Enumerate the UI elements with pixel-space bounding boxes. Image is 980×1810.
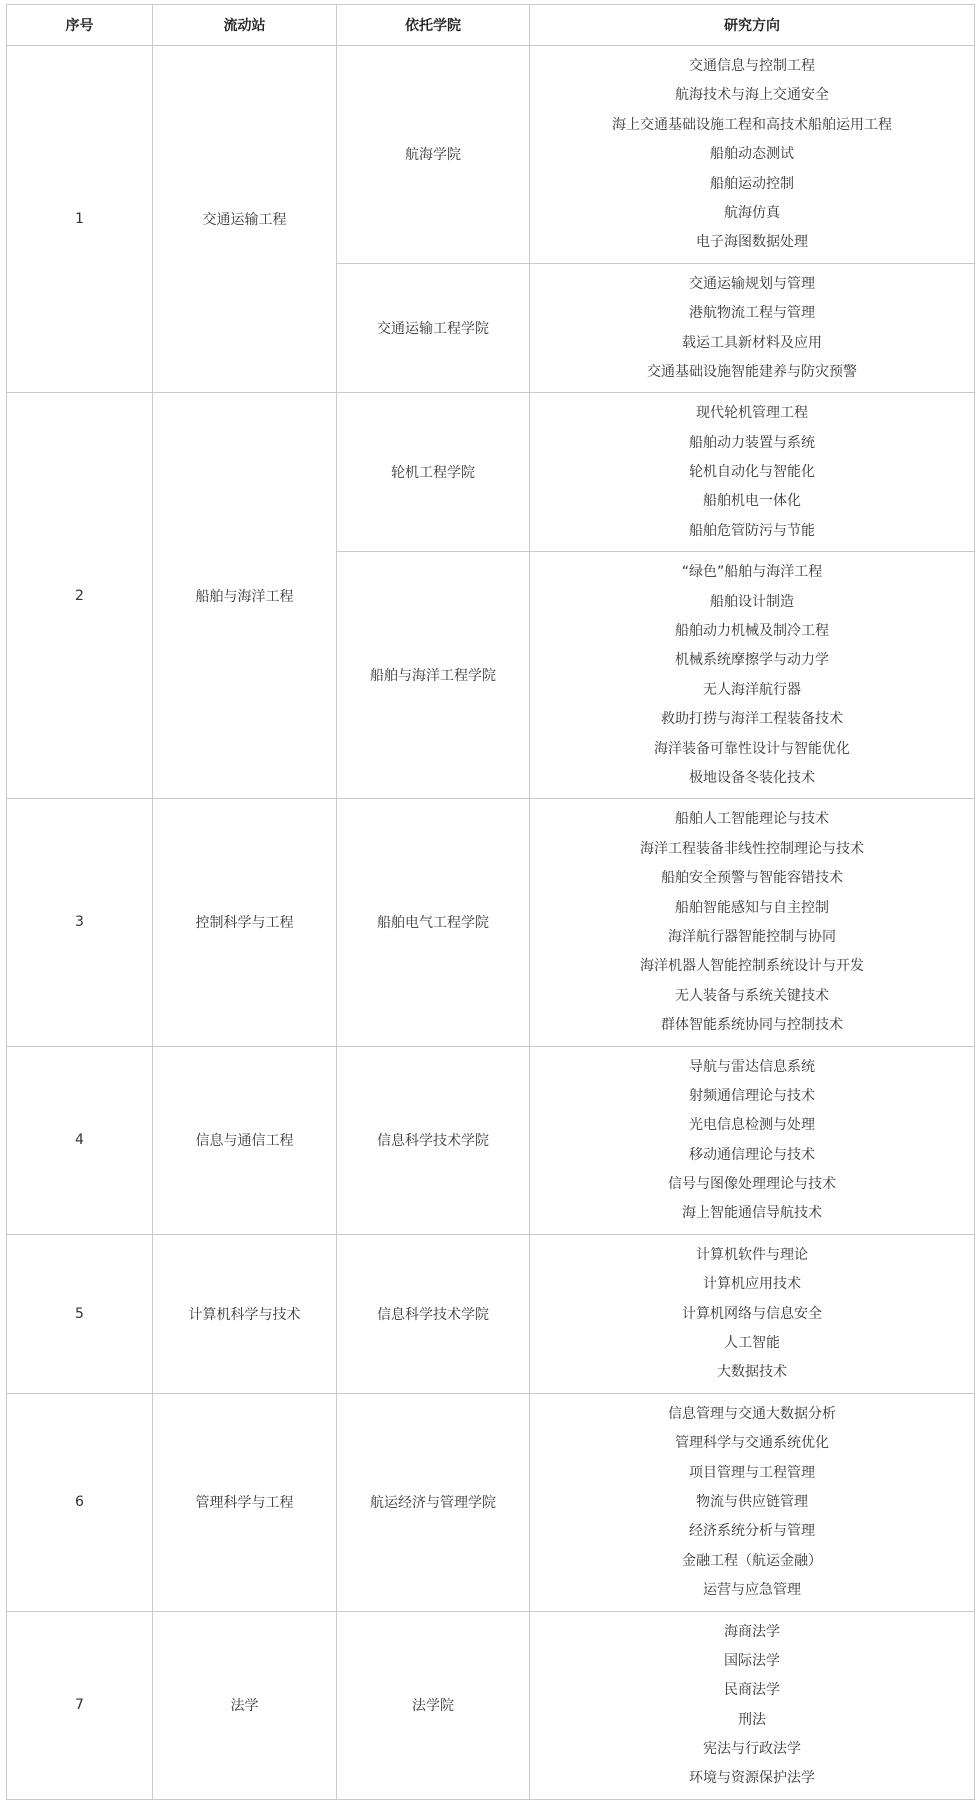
research-direction-item: 船舶动力机械及制冷工程 (675, 623, 829, 640)
college-name-cell: 航运经济与管理学院 (337, 1393, 530, 1611)
college-name-cell: 交通运输工程学院 (337, 263, 530, 393)
research-direction-item: 海洋装备可靠性设计与智能优化 (654, 740, 850, 757)
research-direction-item: 航海技术与海上交通安全 (675, 87, 829, 104)
research-direction-item: 群体智能系统协同与控制技术 (661, 1017, 843, 1034)
table-row (7, 393, 975, 552)
research-direction-item: 民商法学 (724, 1682, 780, 1699)
research-direction-item: 船舶人工智能理论与技术 (675, 811, 829, 828)
research-direction-item: 经济系统分析与管理 (689, 1523, 815, 1540)
research-direction-item: 救助打捞与海洋工程装备技术 (661, 711, 843, 728)
station-name-cell: 控制科学与工程 (153, 799, 337, 1046)
research-direction-item: 极地设备冬装化技术 (689, 769, 815, 786)
research-direction-item: 交通运输规划与管理 (689, 275, 815, 292)
research-direction-item: 刑法 (738, 1711, 766, 1728)
research-direction-item: 无人装备与系统关键技术 (675, 987, 829, 1004)
table-header (7, 5, 975, 46)
serial-number-cell: 5 (7, 1234, 153, 1393)
research-direction-item: 海洋工程装备非线性控制理论与技术 (640, 840, 864, 857)
table-row (7, 1234, 975, 1393)
research-direction-item: 交通信息与控制工程 (689, 58, 815, 74)
college-name-cell: 船舶电气工程学院 (337, 799, 530, 1046)
header-research-direction: 研究方向 (530, 5, 975, 46)
research-directions-cell (530, 46, 975, 264)
research-direction-item: 海商法学 (724, 1623, 780, 1640)
research-direction-item: 电子海图数据处理 (696, 234, 808, 251)
serial-number-cell: 7 (7, 1611, 153, 1799)
research-direction-item: 人工智能 (724, 1335, 780, 1352)
station-name-cell: 法学 (153, 1611, 337, 1799)
serial-number-cell: 3 (7, 799, 153, 1046)
research-directions-cell (530, 393, 975, 552)
postdoc-stations-table (6, 4, 975, 1800)
header-college: 依托学院 (337, 5, 530, 46)
research-direction-item: 信息管理与交通大数据分析 (668, 1405, 836, 1422)
research-direction-item: 射频通信理论与技术 (689, 1087, 815, 1104)
research-direction-item: 计算机网络与信息安全 (682, 1305, 822, 1322)
table-row (7, 1611, 975, 1799)
research-direction-item: 金融工程（航运金融） (682, 1552, 822, 1569)
college-name-cell: 航海学院 (337, 46, 530, 264)
research-direction-item: 光电信息检测与处理 (689, 1117, 815, 1134)
research-directions-cell (530, 1393, 975, 1611)
research-direction-item: 交通基础设施智能建养与防灾预警 (647, 363, 857, 380)
college-name-cell: 法学院 (337, 1611, 530, 1799)
station-name-cell: 管理科学与工程 (153, 1393, 337, 1611)
research-directions-cell (530, 1611, 975, 1799)
college-name-cell: 信息科学技术学院 (337, 1234, 530, 1393)
station-name-cell: 交通运输工程 (153, 46, 337, 393)
research-direction-item: 信号与图像处理理论与技术 (668, 1176, 836, 1193)
research-directions-cell (530, 263, 975, 393)
research-direction-item: 海上智能通信导航技术 (682, 1205, 822, 1222)
research-direction-item: 现代轮机管理工程 (696, 405, 808, 422)
research-direction-item: 大数据技术 (717, 1364, 787, 1381)
research-direction-item: 物流与供应链管理 (696, 1493, 808, 1510)
station-name-cell: 信息与通信工程 (153, 1046, 337, 1234)
research-direction-item: 船舶动态测试 (710, 146, 794, 163)
research-direction-item: 海洋航行器智能控制与协同 (668, 928, 836, 945)
research-direction-item: 航海仿真 (724, 204, 780, 221)
college-name-cell: 信息科学技术学院 (337, 1046, 530, 1234)
serial-number-cell: 2 (7, 393, 153, 799)
station-name-cell: 计算机科学与技术 (153, 1234, 337, 1393)
header-serial-number: 序号 (7, 5, 153, 46)
table-row (7, 799, 975, 1046)
header-station: 流动站 (153, 5, 337, 46)
research-direction-item: 海上交通基础设施工程和高技术船舶运用工程 (612, 116, 892, 133)
research-direction-item: 船舶机电一体化 (703, 493, 801, 510)
research-direction-item: 宪法与行政法学 (703, 1741, 801, 1758)
table-row (7, 1393, 975, 1611)
research-direction-item: 载运工具新材料及应用 (682, 334, 822, 351)
college-name-cell: 轮机工程学院 (337, 393, 530, 552)
research-direction-item: 无人海洋航行器 (703, 681, 801, 698)
research-direction-item: 机械系统摩擦学与动力学 (675, 652, 829, 669)
research-direction-item: 导航与雷达信息系统 (689, 1058, 815, 1075)
research-direction-item: 轮机自动化与智能化 (689, 464, 815, 481)
research-direction-item: 国际法学 (724, 1652, 780, 1669)
college-name-cell: 船舶与海洋工程学院 (337, 552, 530, 799)
research-direction-item: “绿色”船舶与海洋工程 (681, 564, 823, 581)
header-row (7, 5, 975, 46)
research-direction-item: 船舶智能感知与自主控制 (675, 899, 829, 916)
research-directions-cell (530, 1046, 975, 1234)
research-direction-item: 海洋机器人智能控制系统设计与开发 (640, 958, 864, 975)
serial-number-cell: 4 (7, 1046, 153, 1234)
research-direction-item: 船舶安全预警与智能容错技术 (661, 870, 843, 887)
research-direction-item: 管理科学与交通系统优化 (675, 1435, 829, 1452)
research-direction-item: 船舶运动控制 (710, 175, 794, 192)
research-directions-cell (530, 552, 975, 799)
research-direction-item: 船舶设计制造 (710, 593, 794, 610)
research-direction-item: 计算机软件与理论 (696, 1246, 808, 1263)
serial-number-cell: 1 (7, 46, 153, 393)
research-direction-item: 运营与应急管理 (703, 1582, 801, 1599)
station-name-cell: 船舶与海洋工程 (153, 393, 337, 799)
research-direction-item: 项目管理与工程管理 (689, 1464, 815, 1481)
research-direction-item: 港航物流工程与管理 (689, 305, 815, 322)
research-direction-item: 计算机应用技术 (703, 1276, 801, 1293)
research-direction-item: 船舶动力装置与系统 (689, 434, 815, 451)
table-row (7, 46, 975, 264)
research-direction-item: 移动通信理论与技术 (689, 1146, 815, 1163)
table-body (7, 46, 975, 1800)
research-directions-cell (530, 1234, 975, 1393)
research-direction-item: 环境与资源保护法学 (689, 1770, 815, 1787)
table-row (7, 1046, 975, 1234)
serial-number-cell: 6 (7, 1393, 153, 1611)
research-directions-cell (530, 799, 975, 1046)
table-wrapper (6, 4, 974, 1800)
research-direction-item: 船舶危管防污与节能 (689, 522, 815, 539)
